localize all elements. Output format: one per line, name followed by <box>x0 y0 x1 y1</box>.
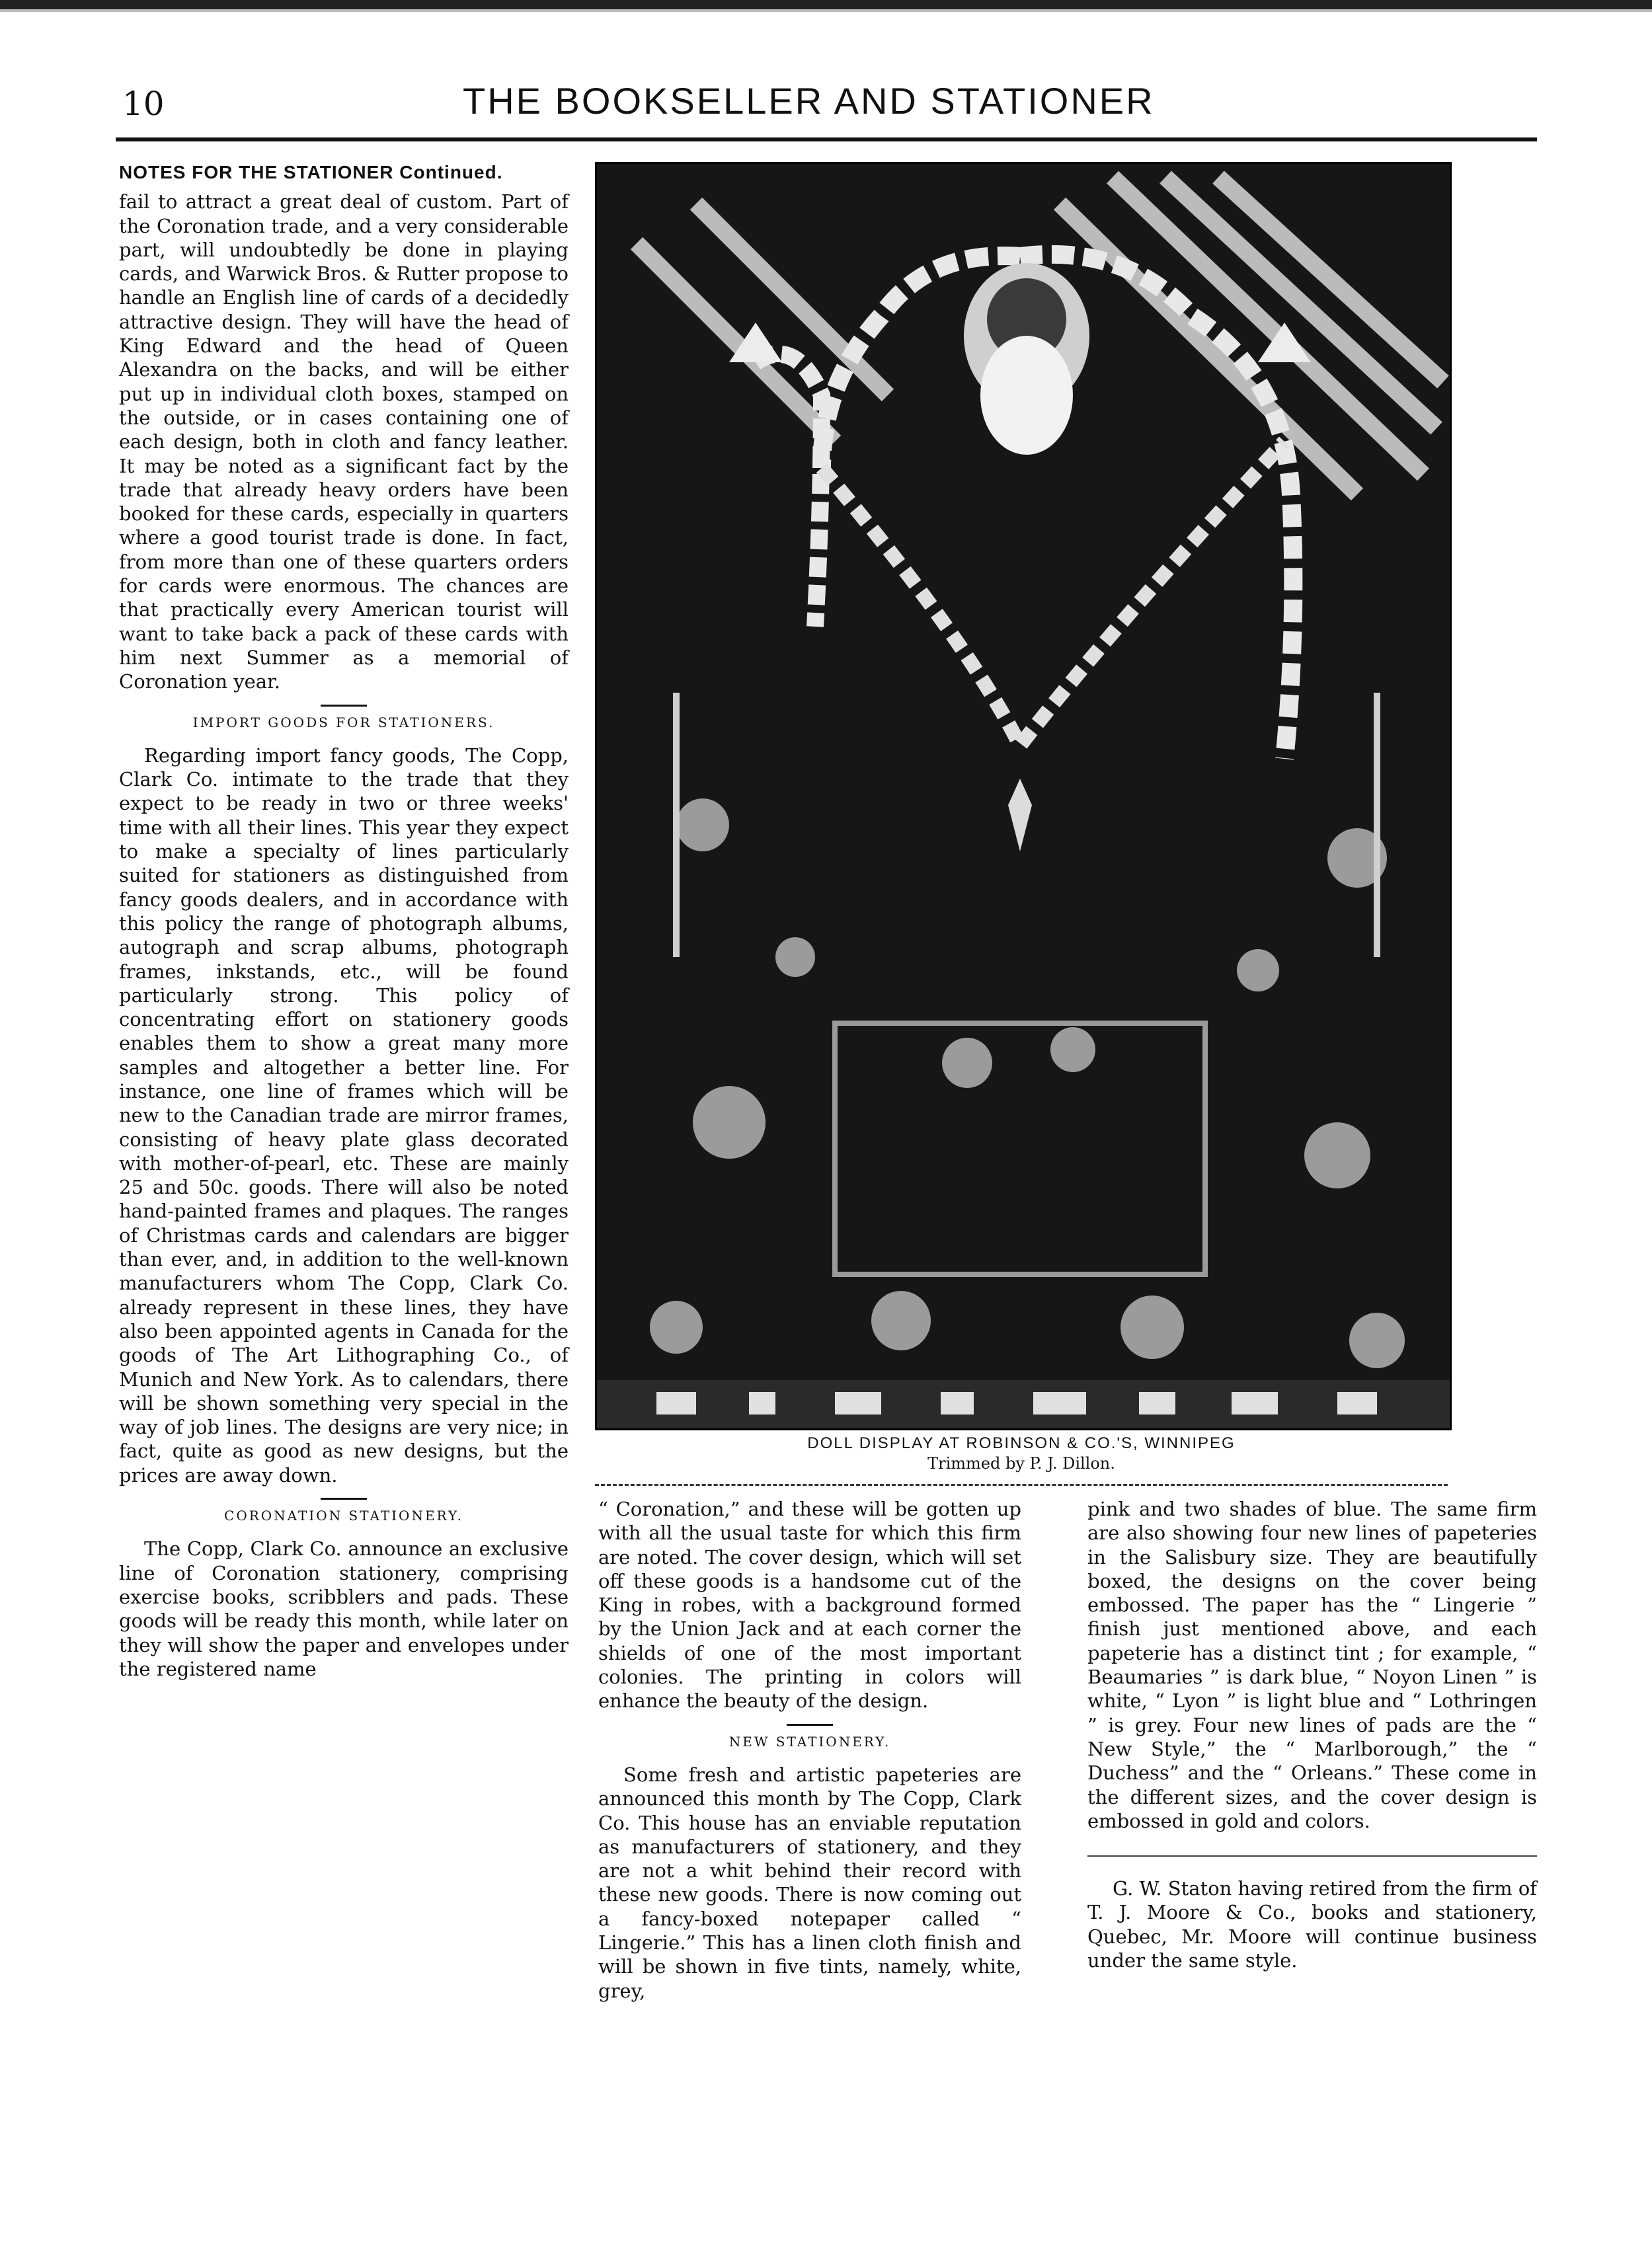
left-column <box>119 161 569 1681</box>
paragraph-papeteries: pink and two shades of blue. The same firm are also showing four new lines of papeteries in the Salisbury size. They are beautifully boxed, the designs on the cover being embossed. The paper has the “ Lingerie ” finish just mentioned above, and each papeterie has a distinct tint ; for example, “ Beaumaries ” is dark blue, “ Noyon Linen ” is white, “ Lyon ” is light blue and “ Lothringen ” is grey. Four new lines of pads are the “ New Style,” the “ Marlborough,” the “ Duchess” and the “ Orleans.” These come in the different sizes, and the cover design is embossed in gold and colors. <box>1087 1498 1537 1832</box>
doll-display-illustration <box>597 164 1450 1428</box>
caption-title: DOLL DISPLAY AT ROBINSON & CO.'S, WINNIPEG <box>807 1434 1236 1452</box>
paragraph-playing-cards: fail to attract a great deal of custom. Part of the Coronation trade, and a very considerable part, will undoubtedly be done in playing cards, and Warwick Bros. & Rutter propose to handle an English line of cards of a decidedly attractive design. They will have the head of King Edward and the head of Queen Alexandra on the backs, and will be either put up in individual cloth boxes, stamped on the outside, or in cases containing one of each design, both in cloth and fancy leather. It may be noted as a significant fact by the trade that already heavy orders have been booked for these cards, especially in quarters where a good tourist trade is done. In fact, from more than one of these quarters orders for cards were enormous. The chances are that practically every American tourist will want to take back a pack of these cards with him next Summer as a memorial of Coronation year. <box>119 190 569 693</box>
page-number: 10 <box>122 85 165 123</box>
section-divider <box>321 1498 367 1500</box>
caption-divider <box>595 1484 1448 1486</box>
section-divider <box>321 705 367 707</box>
running-head-title: THE BOOKSELLER AND STATIONER <box>463 80 1155 122</box>
paragraph-coronation-continued: “ Coronation,” and these will be gotten up with all the usual taste for which this firm are noted. The cover design, which will set off these goods is a handsome cut of the King in robes, with a background formed by the Union Jack and at each corner the shields of one of the most important colonies. The printing in colors will enhance the beauty of the design. <box>598 1498 1021 1713</box>
photo-caption <box>595 1434 1448 1473</box>
caption-credit: Trimmed by P. J. Dillon. <box>927 1454 1115 1473</box>
paragraph-new-stationery: Some fresh and artistic papeteries are announced this month by The Copp, Clark Co. This house has an enviable reputation as manufacturers of stationery, and they are not a whit behind their record with these new goods. There is now coming out a fancy-boxed notepaper called “ Lingerie.” This has a linen cloth finish and will be shown in five tints, namely, white, grey, <box>598 1763 1021 2002</box>
section-divider <box>787 1724 833 1726</box>
paragraph-staton-retirement: G. W. Staton having retired from the firm of T. J. Moore & Co., books and stationery, Quebec, Mr. Moore will continue business under the same style. <box>1087 1877 1538 1972</box>
header-rule <box>116 137 1537 141</box>
doll-display-photo <box>595 162 1452 1430</box>
subhead-new-stationery: NEW STATIONERY. <box>728 1733 891 1750</box>
paragraph-coronation-stationery: The Copp, Clark Co. announce an exclusive line of Coronation stationery, comprising exercise books, scribblers and pads. These goods will be ready this month, while later on they will show the paper and envelopes under the registered name <box>119 1537 569 1680</box>
paragraph-import-goods: Regarding import fancy goods, The Copp, Clark Co. intimate to the trade that they expect to be ready in two or three weeks' time with all their lines. This year they expect to make a specialty of lines particularly suited for stationers as distinguished from fancy goods dealers, and in accordance with this policy the range of photograph albums, autograph and scrap albums, photograph frames, inkstands, etc., will be found particularly strong. This policy of concentrating effort on stationery goods enables them to show a great many more samples and altogether a better line. For instance, one line of frames which will be new to the Canadian trade are mirror frames, consisting of heavy plate glass decorated with mother-of-pearl, etc. These are mainly 25 and 50c. goods. There will also be noted hand-painted frames and plaques. The ranges of Christmas cards and calendars are bigger than ever, and, in addition to the well-known manufacturers whom The Copp, Clark Co. already represent in these lines, they have also been appointed agents in Canada for the goods of The Art Lithographing Co., of Munich and New York. As to calendars, there will be shown something very special in the way of job lines. The designs are very nice; in fact, quite as good as new designs, but the prices are away down. <box>119 744 569 1487</box>
subhead-coronation-stationery: CORONATION STATIONERY. <box>224 1508 463 1524</box>
right-column <box>1087 1497 1537 1972</box>
top-border-shadow <box>0 9 1652 12</box>
section-label: NOTES FOR THE STATIONER Continued. <box>119 162 503 182</box>
section-divider <box>1087 1855 1537 1857</box>
subhead-import-goods: IMPORT GOODS FOR STATIONERS. <box>192 714 495 730</box>
top-border-rule <box>0 0 1652 9</box>
middle-column <box>598 1497 1021 2003</box>
